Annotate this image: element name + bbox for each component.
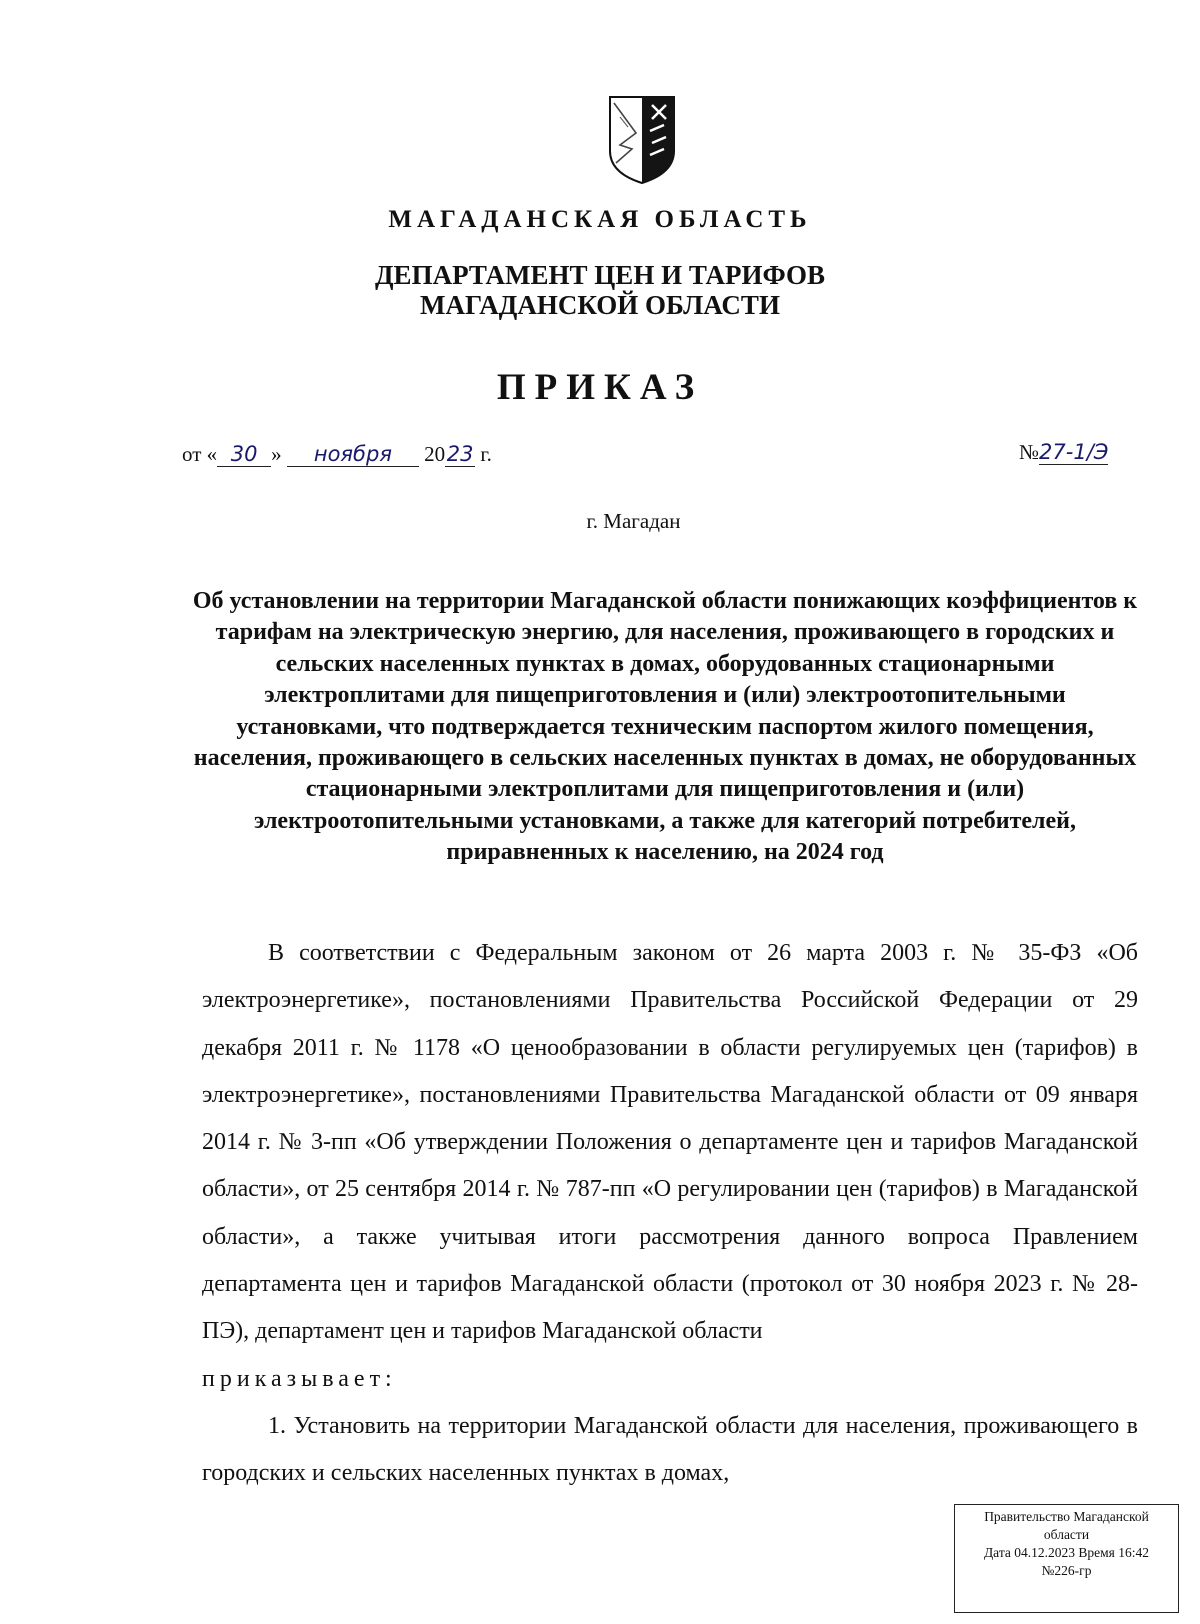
- document-date: [182, 442, 492, 467]
- item-1-paragraph: 1. Установить на территории Магаданской области для населения, проживающего в городских и сельских населенных пунктах в домах,: [202, 1412, 1138, 1487]
- stamp-line-2: области: [1043, 1527, 1090, 1542]
- date-suffix: г.: [475, 442, 492, 466]
- number-value: 27-1/Э: [1039, 440, 1109, 464]
- date-year-suffix: 23: [446, 442, 474, 466]
- stamp-line-4: №226-гр: [1041, 1563, 1092, 1578]
- stamp-line-3: Дата 04.12.2023 Время 16:42: [983, 1545, 1150, 1560]
- date-prefix: от «: [182, 442, 218, 466]
- city: г. Магадан: [586, 509, 681, 533]
- document-title: Об установлении на территории Магаданской области понижающих коэффициентов к тарифам на электрическую энергию, для населения, проживающего в городских и сельских населенных пунктах в домах, оборудованных стационарными электроплитами для пищеприготовления и (или) электроотопительными установками, что подтверждается техническим паспортом жилого помещения, населения, проживающего в сельских населенных пунктах в домах, не оборудованных стационарными электроплитами для пищеприготовления и (или) электроотопительными установками, а также для категорий потребителей, приравненных к населению, на 2024 год: [192, 588, 1138, 866]
- region-name: МАГАДАНСКАЯ ОБЛАСТЬ: [388, 206, 812, 233]
- department-name: [0, 260, 1200, 320]
- document-body: [202, 930, 1138, 1498]
- date-year-prefix: 20: [424, 442, 446, 466]
- department-name-line2: МАГАДАНСКОЙ ОБЛАСТИ: [420, 290, 780, 320]
- preamble-paragraph: В соответствии с Федеральным законом от 26 марта 2003 г. № 35-ФЗ «Об электроэнергетике», постановлениями Правительства Российской Федерации от 29 декабря 2011 г. № 1178 «О ценообразовании в области регулируемых цен (тарифов) в электроэнергетике», постановлениями Правительства Магаданской области от 09 января 2014 г. № 3-пп «Об утверждении Положения о департаменте цен и тарифов Магаданской области», от 25 сентября 2014 г. № 787-пп «О регулировании цен (тарифов) в Магаданской области», а также учитывая итоги рассмотрения данного вопроса Правлением департамента цен и тарифов Магаданской области (протокол от 30 ноября 2023 г. № 28-ПЭ), департамент цен и тарифов Магаданской области: [202, 940, 1138, 1345]
- coat-of-arms-emblem: [606, 93, 678, 185]
- date-day: 30: [217, 442, 271, 467]
- date-month: ноября: [287, 442, 419, 467]
- stamp-line-1: Правительство Магаданской: [984, 1509, 1149, 1524]
- decree-word: приказывает:: [202, 1365, 397, 1392]
- document-number: [1019, 440, 1108, 465]
- date-mid: »: [271, 442, 282, 466]
- document-type: ПРИКАЗ: [496, 367, 704, 408]
- registration-stamp: [954, 1504, 1179, 1613]
- number-sign: №: [1019, 440, 1040, 464]
- department-name-line1: ДЕПАРТАМЕНТ ЦЕН И ТАРИФОВ: [374, 260, 826, 290]
